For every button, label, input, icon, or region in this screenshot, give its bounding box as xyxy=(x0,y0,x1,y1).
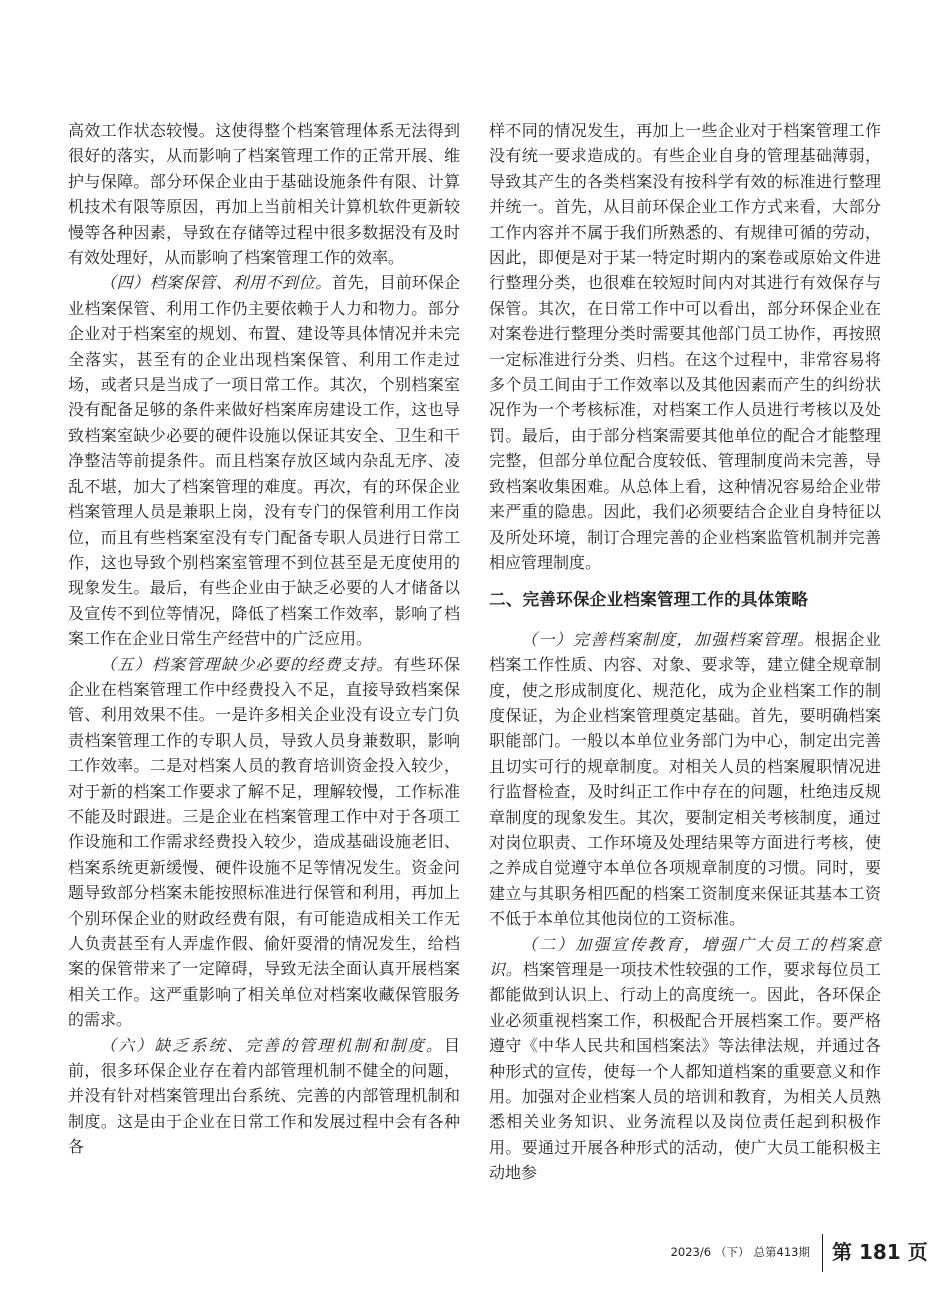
paragraph-body: 根据企业档案工作性质、内容、对象、要求等，建立健全规章制度，使之形成制度化、规范化，成为企业档案工作的制度保证，为企业档案管理奠定基础。首先，要明确档案职能部门。一般以本单位业务部门为中心，制定出完善且切实可行的规章制度。对相关人员的档案履职情况进行监督检查，及时纠正工作中存在的问题，杜绝违反规章制度的现象发生。其次，要制定相关考核制度，通过对岗位职责、工作环境及处理结果等方面进行考核，使之养成自觉遵守本单位各项规章制度的习惯。同时，要建立与其职务相匹配的档案工资制度来保证其基本工资不低于本单位其他岗位的工资标准。 xyxy=(489,629,881,929)
subheading-mechanism: （六）缺乏系统、完善的管理机制和制度。 xyxy=(100,1035,444,1055)
paragraph-body: 首先，目前环保企业档案保管、利用工作仍主要依赖于人力和物力。部分企业对于档案室的规划、布置、建设等具体情况并未完全落实，甚至有的企业出现档案保管、利用工作走过场，或者只是当成了一项日常工作。其次，个别档案室没有配备足够的条件来做好档案库房建设工作，这也导致档案室缺少必要的硬件设施以保证其安全、卫生和干净整洁等前提条件。而且档案存放区域内杂乱无序、凌乱不堪，加大了档案管理的难度。再次，有的环保企业档案管理人员是兼职上岗，没有专门的保管利用工作岗位，而且有些档案室没有专门配备专职人员进行日常工作，这也导致个别档案室管理不到位甚至是无度使用的现象发生。最后，有些企业由于缺乏必要的人才储备以及宣传不到位等情况，降低了档案工作效率，影响了档案工作在企业日常生产经营中的广泛应用。 xyxy=(68,273,460,649)
paragraph-continuation: 高效工作状态较慢。这使得整个档案管理体系无法得到很好的落实，从而影响了档案管理工作的正常开展、维护与保障。部分环保企业由于基础设施条件有限、计算机技术有限等原因，再加上当前相关计算机软件更新较慢等各种因素，导致在存储等过程中很多数据没有及时有效处理好，从而影响了档案管理工作的效率。 xyxy=(68,121,460,268)
paragraph-body: 档案管理是一项技术性较强的工作，要求每位员工都能做到认识上、行动上的高度统一。因此，各环保企业必须重视档案工作，积极配合开展档案工作。要严格遵守《中华人民共和国档案法》等法律法规，并通过各种形式的宣传，使每一个人都知道档案的重要意义和作用。加强对企业档案人员的培训和教育，为相关人员熟悉相关业务知识、业务流程以及岗位责任起到积极作用。要通过开展各种形式的活动，使广大员工能积极主动地参 xyxy=(489,960,881,1183)
paragraph-body: 有些环保企业在档案管理工作中经费投入不足，直接导致档案保管、利用效果不佳。一是许多相关企业没有设立专门负责档案管理工作的专职人员，导致人员身兼数职，影响工作效率。二是对档案人员的教育培训资金投入较少，对于新的档案工作要求了解不足，理解较慢，工作标准不能及时跟进。三是企业在档案管理工作中对于各项工作设施和工作需求经费投入较少，造成基础设施老旧、档案系统更新缓慢、硬件设施不足等情况发生。资金问题导致部分档案未能按照标准进行保管和利用，再加上个别环保企业的财政经费有限，有可能造成相关工作无人负责甚至有人弄虚作假、偷奸耍滑的情况发生，给档案的保管带来了一定障碍，导致无法全面认真开展档案相关工作。这严重影响了相关单位对档案收藏保管服务的需求。 xyxy=(68,654,460,1030)
left-column xyxy=(68,118,460,1160)
section-heading: 二、完善环保企业档案管理工作的具体策略 xyxy=(489,590,809,610)
subheading-storage-use: （四）档案保管、利用不到位。 xyxy=(100,273,332,293)
issue-info xyxy=(667,1244,810,1260)
paragraph-body: 目前，很多环保企业存在着内部管理机制不健全的问题，并没有针对档案管理出台系统、完善的内部管理机制和制度。这是由于企业在日常工作和发展过程中会有各种各 xyxy=(68,1035,460,1157)
paragraph-publicity xyxy=(489,932,881,1186)
paragraph-funding xyxy=(68,652,460,1033)
issue-date: 2023/6 xyxy=(670,1245,712,1259)
paragraph-storage-use xyxy=(68,270,460,651)
page-number: 第 181 页 xyxy=(832,1240,928,1264)
paragraph-mechanism xyxy=(68,1033,460,1160)
subheading-publicity: （二）加强宣传教育，增强广大员工的档案意识。 xyxy=(489,934,881,979)
paragraph-continuation: 样不同的情况发生，再加上一些企业对于档案管理工作没有统一要求造成的。有些企业自身的管理基础薄弱，导致其产生的各类档案没有按科学有效的标准进行整理并统一。首先，从目前环保企业工作方式来看，大部分工作内容并不属于我们所熟悉的、有规律可循的劳动，因此，即便是对于某一特定时期内的案卷或原始文件进行整理分类，也很难在较短时间内对其进行有效保存与保管。其次，在日常工作中可以看出，部分环保企业在对案卷进行整理分类时需要其他部门员工协作，再按照一定标准进行分类、归档。在这个过程中，非常容易将多个员工间由于工作效率以及其他因素而产生的纠纷状况作为一个考核标准，对档案工作人员进行考核以及处罚。最后，由于部分档案需要其他单位的配合才能整理完整，但部分单位配合度较低、管理制度尚未完善，导致档案收集困难。从总体上看，这种情况容易给企业带来严重的隐患。因此，我们必须要结合企业自身特征以及所处环境，制订合理完善的企业档案监管机制并完善相应管理制度。 xyxy=(489,121,881,572)
paragraph-system xyxy=(489,627,881,932)
right-column xyxy=(489,118,881,1186)
subheading-funding: （五）档案管理缺少必要的经费支持。 xyxy=(100,654,394,674)
subheading-system: （一）完善档案制度，加强档案管理。 xyxy=(521,629,815,649)
page-footer xyxy=(0,1236,950,1276)
footer-divider xyxy=(822,1234,823,1272)
issue-half: （下） xyxy=(715,1245,750,1259)
issue-number: 总第413期 xyxy=(753,1245,810,1259)
